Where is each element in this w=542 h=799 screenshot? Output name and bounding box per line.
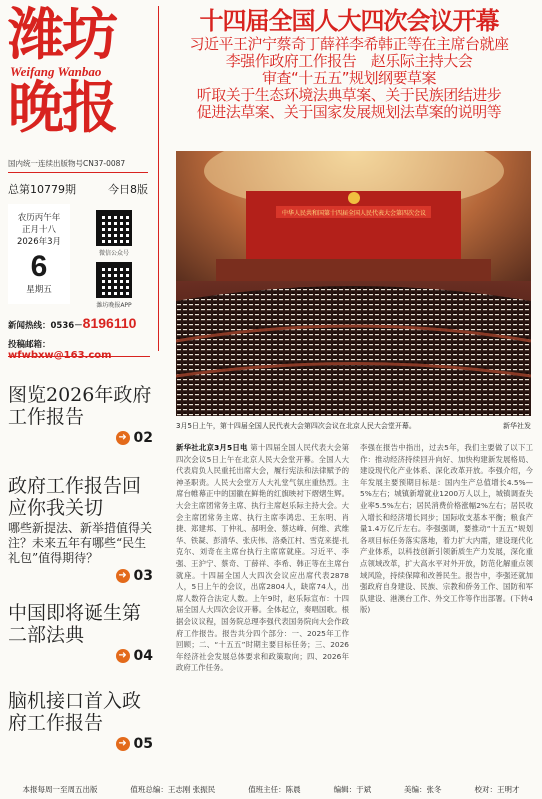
assembly-hall-illustration: [176, 151, 531, 416]
newspaper-logo-pinyin: Weifang Wanbao: [10, 64, 102, 79]
issue-row: [8, 181, 148, 197]
index-title: 中国即将诞生第二部法典: [8, 602, 142, 646]
headline-block: [160, 6, 538, 121]
index-title: 脑机接口首入政府工作报告: [8, 690, 142, 734]
qr-label-app: 潍坊晚报APP: [96, 302, 132, 309]
footer-item: 本报每周一至周五出版: [22, 785, 98, 794]
footer-item: 美编：张冬: [404, 785, 442, 794]
footer-item: 值班总编：王志刚 张振民: [130, 785, 216, 794]
hotline-label: 新闻热线：0536－: [8, 321, 83, 331]
article-column-1: [176, 442, 349, 778]
photo-credit: 新华社发: [503, 422, 531, 430]
masthead-divider: [158, 6, 159, 351]
footer-item: 编辑：于斌: [333, 785, 372, 794]
index-page-ref: [8, 430, 153, 446]
index-page-ref: [8, 568, 153, 584]
page-count: 今日8版: [108, 183, 148, 196]
photo-caption: 3月5日上午，第十四届全国人民代表大会第四次会议在北京人民大会堂开幕。: [176, 422, 416, 430]
main-headline[interactable]: 十四届全国人大四次会议开幕: [199, 7, 499, 35]
arrow-right-icon: ➜: [116, 569, 130, 583]
index-page-ref: [8, 648, 153, 664]
article-text: 李强在报告中指出，过去5年，我们主要做了以下工作：推动经济持续回升向好、加快构建新发展格局、建设现代化产业体系、深化改革开放。李强介绍，今年发展主要预期目标是：国内生产总值增长4.5%—5%左右；城镇新增就业1200万人以上，城镇调查失业率5.5%左右；居民消费价格涨幅2%左右；居民收入增长和经济增长同步；国际收支基本平衡；粮食产量1.4万亿斤左右。李强强调，要推动“十五五”规划各项目标任务落实落地，着力扩大内需，建设现代化产业体系，以科技创新引领新质生产力发展，深化重点领域改革，扩大高水平对外开放，防范化解重点领域风险，持续保障和改善民生。报告中，李强还就加强政府自身建设、民族、宗教和侨务工作、国防和军队建设、港澳台工作、外交工作等作出部署。(下转4版): [360, 443, 533, 615]
lunar-year: 农历丙午年: [17, 213, 61, 223]
arrow-right-icon: ➜: [116, 737, 130, 751]
date-box: [8, 204, 70, 304]
subheadline: 审查“十五五”规划纲要草案: [261, 69, 437, 87]
newspaper-logo-bottom: 晚报: [8, 75, 116, 141]
issue-number: 总第10779期: [8, 183, 76, 196]
index-item-bci[interactable]: [8, 690, 153, 752]
index-item-second-code[interactable]: [8, 602, 153, 664]
newspaper-logo-top: 潍坊: [8, 2, 116, 68]
masthead: [8, 2, 148, 152]
photo-caption-row: [176, 421, 531, 431]
issn-line: 国内统一连续出版物号CN37-0087: [8, 158, 148, 173]
index-page-number: 04: [133, 648, 153, 664]
sidebar-divider: [8, 356, 150, 357]
article-text: 第十四届全国人民代表大会第四次会议5日上午在北京人民大会堂开幕。全国人大代表肩负人民重托出席大会，履行宪法和法律赋予的神圣职责。人民大会堂万人大礼堂气氛庄重热烈。主席台帷幕正中的国徽在鲜艳的红旗映衬下熠熠生辉。大会主席团常务主席、执行主席赵乐际主持大会。大会主席团常务主席、执行主席李鸿忠、王东明、肖捷、郑建邦、丁仲礼、郝明金、蔡达峰、何维、武维华、铁凝、彭清华、张庆伟、洛桑江村、雪克来提·扎克尔、刘奇在主席台执行主席席就座。习近平、李强、王沪宁、蔡奇、丁薛祥、李希、韩正等在主席台就座。十四届全国人大四次会议应出席代表2878人，5日上午的会议，出席2804人，缺席74人，出席人数符合法定人数。上午9时，赵乐际宣布：十四届全国人大四次会议开幕。全体起立，奏唱国歌。根据会议议程，国务院总理李强代表国务院向大会作政府工作报告。报告共分四个部分：一、2025年工作回顾；二、“十五五”时期主要目标任务；三、2026年经济社会发展总体要求和政策取向；四、2026年政府工作任务。: [176, 443, 349, 673]
hotline-number: 8196110: [82, 315, 137, 331]
index-title: 政府工作报告回应你我关切: [8, 475, 142, 519]
assembly-hall-photo: [176, 151, 531, 416]
subheadline: 李强作政府工作报告 赵乐际主持大会: [225, 52, 473, 70]
qr-label-wechat: 微信公众号: [98, 250, 129, 257]
index-page-ref: [8, 736, 153, 752]
index-page-number: 05: [133, 736, 153, 752]
gregorian-month: 2026年3月: [16, 237, 62, 247]
index-page-number: 02: [133, 430, 153, 446]
news-hotline: [8, 315, 148, 331]
footer-item: 校对：王明才: [474, 785, 520, 794]
index-item-report-graphic[interactable]: [8, 384, 153, 446]
email-label: 投稿邮箱：: [8, 340, 51, 350]
index-page-number: 03: [133, 568, 153, 584]
submission-email: [8, 338, 148, 361]
wechat-qr-icon[interactable]: [96, 210, 132, 246]
dateline: 新华社北京3月5日电: [176, 443, 248, 452]
subheadline: 听取关于生态环境法典草案、关于民族团结进步: [196, 86, 502, 104]
arrow-right-icon: ➜: [116, 431, 130, 445]
weekday: 星期五: [26, 285, 52, 295]
index-item-report-concerns[interactable]: [8, 475, 153, 584]
footer-item: 值班主任：陈晨: [248, 785, 301, 794]
hall-banner: 中华人民共和国第十四届全国人民代表大会第四次会议: [281, 210, 427, 217]
app-qr-icon[interactable]: [96, 262, 132, 298]
subheadline: 习近平王沪宁蔡奇丁薛祥李希韩正等在主席台就座: [189, 35, 509, 53]
lunar-day: 正月十八: [21, 225, 56, 235]
index-subtitle: 哪些新提法、新举措值得关注？未来五年有哪些“民生礼包”值得期待？: [8, 521, 153, 565]
arrow-right-icon: ➜: [116, 649, 130, 663]
article-column-2: [360, 442, 533, 778]
subheadline: 促进法草案、关于国家发展规划法草案的说明等: [196, 103, 502, 121]
date-day: 6: [30, 250, 48, 283]
index-title: 图览2026年政府工作报告: [8, 384, 152, 428]
page-footer: [0, 784, 542, 795]
